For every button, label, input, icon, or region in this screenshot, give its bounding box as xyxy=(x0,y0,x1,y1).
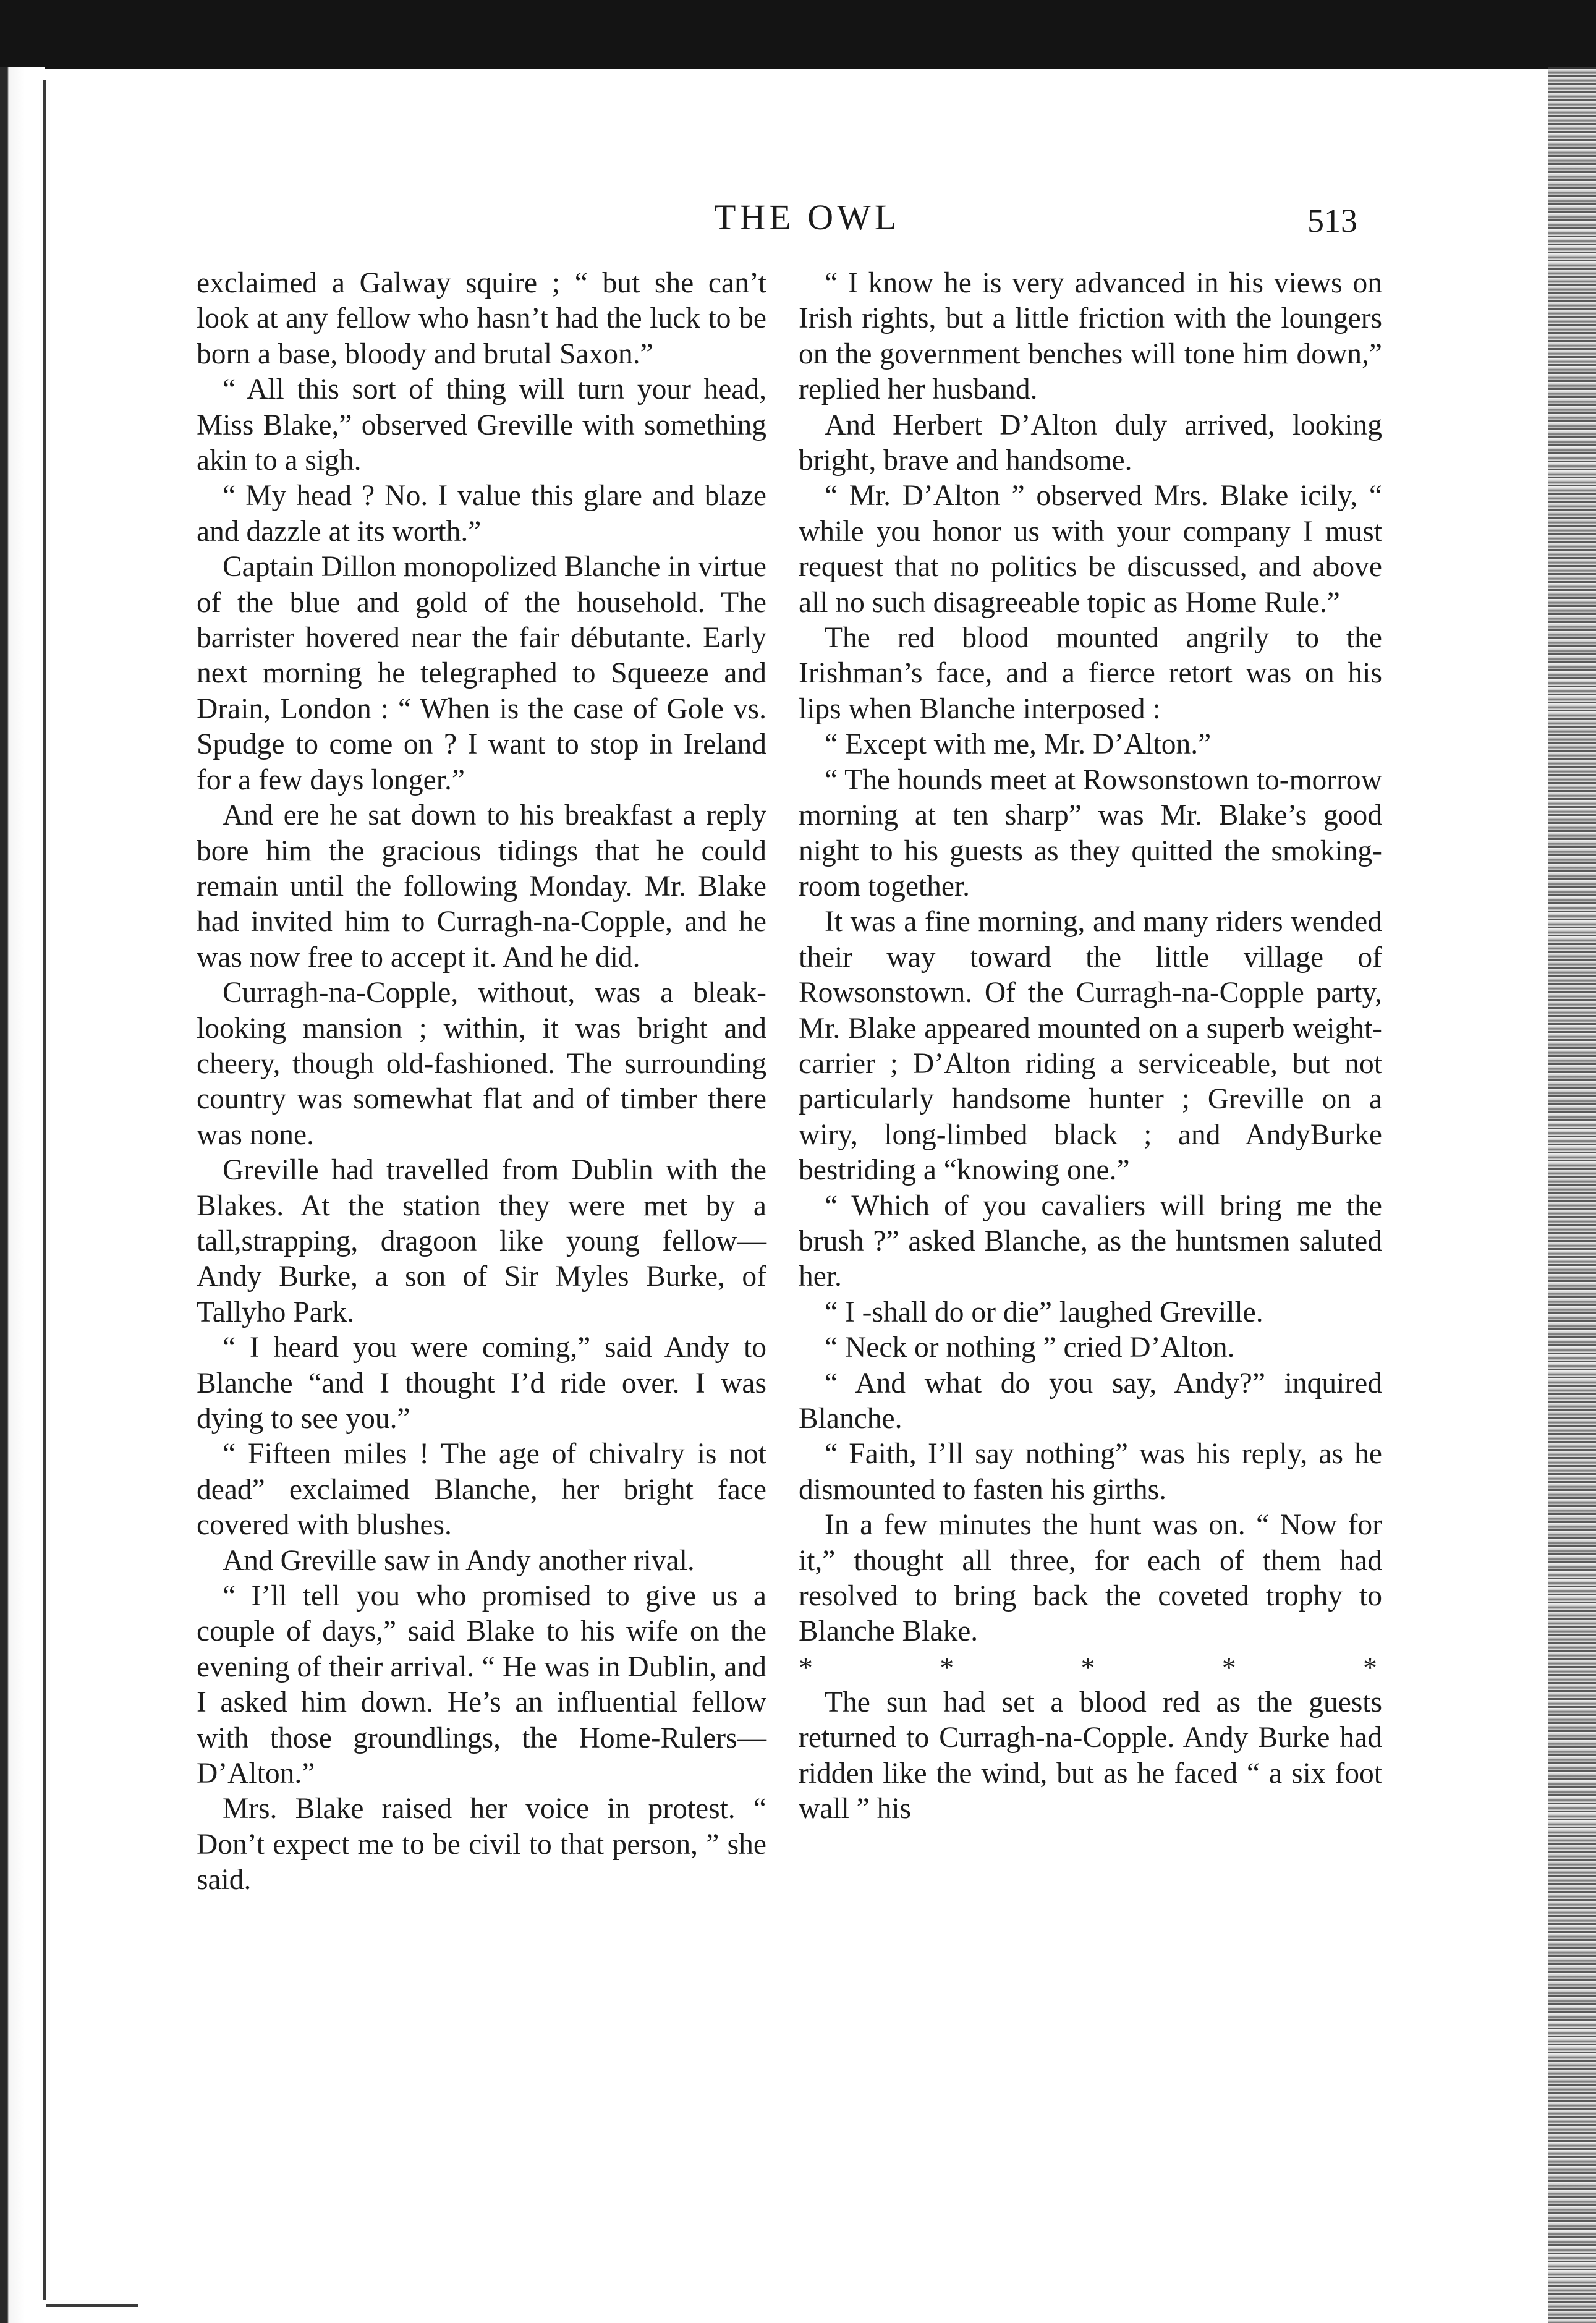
paragraph: It was a fine morning, and many riders wended their way toward the little village of Rowsonstown. Of the Curragh-na-Copple party, Mr. Blake appeared mounted on a superb weight-carrier ; D’Alton riding a serviceable, but not particularly handsome hunter ; Greville on a wiry, long-limbed black ; and AndyBurke bestriding a “knowing one.” xyxy=(799,906,1382,1187)
paragraph: “ The hounds meet at Rowsonstown to-morrow morning at ten sharp” was Mr. Blake’s good night to his guests as they quitted the smoking-room together. xyxy=(799,763,1382,902)
right-column xyxy=(799,266,1382,1827)
paragraph: “ Faith, I’ll say nothing” was his reply, as he dismounted to fasten his girths. xyxy=(799,1438,1382,1506)
running-title: THE OWL xyxy=(714,197,901,237)
paragraph: Greville had travelled from Dublin with the Blakes. At the station they were met by a tall,strapping, dragoon like young fellow—Andy Burke, a son of Sir Myles Burke, of Tallyho Park. xyxy=(197,1154,766,1328)
paragraph: “ Except with me, Mr. D’Alton.” xyxy=(825,728,1212,761)
paragraph: And Herbert D’Alton duly arrived, looking bright, brave and handsome. xyxy=(799,409,1382,477)
paragraph: Curragh-na-Copple, without, was a bleak-looking mansion ; within, it was bright and cheery, though old-fashioned. The surrounding country was somewhat flat and of timber there was none. xyxy=(197,977,766,1151)
paragraph: “ Mr. D’Alton ” observed Mrs. Blake icily, “ while you honor us with your company I must request that no politics be discussed, and above all no such disagreeable topic as Home Rule.” xyxy=(799,480,1382,619)
paragraph: And ere he sat down to his breakfast a reply bore him the gracious tidings that he could remain until the following Monday. Mr. Blake had invited him to Curragh-na-Copple, and he was now free to accept it. And he did. xyxy=(197,799,766,974)
paragraph: “ I’ll tell you who promised to give us a couple of days,” said Blake to his wife on the evening of their arrival. “ He was in Dublin, and I asked him down. He’s an influential fellow with those groundlings, the Home-Rulers—D’Alton.” xyxy=(197,1580,766,1790)
left-column xyxy=(197,266,766,1898)
paragraph: “ My head ? No. I value this glare and blaze and dazzle at its worth.” xyxy=(197,480,766,548)
section-break xyxy=(799,1650,1382,1685)
section-break-star: * xyxy=(1221,1651,1236,1683)
paragraph: exclaimed a Galway squire ; “ but she can’t look at any fellow who hasn’t had the luck to be born a base, bloody and brutal Saxon.” xyxy=(197,267,766,370)
paragraph: Mrs. Blake raised her voice in protest. “ Don’t expect me to be civil to that person, ” she said. xyxy=(197,1793,766,1896)
paragraph: In a few minutes the hunt was on. “ Now for it,” thought all three, for each of them had resolved to bring back the coveted trophy to Blanche Blake. xyxy=(799,1509,1382,1648)
scan-top-border xyxy=(0,0,1596,69)
paragraph: The sun had set a blood red as the guests returned to Curragh-na-Copple. Andy Burke had ridden like the wind, but as he faced “ a six foot wall ” his xyxy=(799,1686,1382,1825)
paragraph: “ Fifteen miles ! The age of chivalry is not dead” exclaimed Blanche, her bright face covered with blushes. xyxy=(197,1438,766,1542)
paragraph: “ I know he is very advanced in his views on Irish rights, but a little friction with the loungers on the government benches will tone him down,” replied her husband. xyxy=(799,267,1382,406)
paragraph: “ I -shall do or die” laughed Greville. xyxy=(825,1296,1263,1328)
scan-left-rule xyxy=(43,80,46,2300)
paragraph: The red blood mounted angrily to the Irishman’s face, and a fierce retort was on his lips when Blanche interposed : xyxy=(799,622,1382,725)
scan-left-margin xyxy=(0,67,45,2323)
section-break-star: * xyxy=(1080,1651,1095,1683)
section-break-star: * xyxy=(1363,1651,1377,1683)
paragraph: “ I heard you were coming,” said Andy to Blanche “and I thought I’d ride over. I was dying to see you.” xyxy=(197,1331,766,1435)
scan-bottom-left-rule xyxy=(46,2304,138,2307)
paragraph: “ And what do you say, Andy?” inquired Blanche. xyxy=(799,1367,1382,1435)
scan-right-margin xyxy=(1548,67,1596,2323)
paragraph: “ Which of you cavaliers will bring me the brush ?” asked Blanche, as the huntsmen saluted her. xyxy=(799,1189,1382,1293)
section-break-star: * xyxy=(799,1651,813,1683)
paragraph: Captain Dillon monopolized Blanche in virtue of the blue and gold of the household. The barrister hovered near the fair débutante. Early next morning he telegraphed to Squeeze and Drain, London : “ When is the case of Gole vs. Spudge to come on ? I want to stop in Ireland for a few days longer.” xyxy=(197,551,766,796)
running-head xyxy=(0,197,1596,240)
paragraph: And Greville saw in Andy another rival. xyxy=(223,1544,695,1577)
paragraph: “ All this sort of thing will turn your head, Miss Blake,” observed Greville with something akin to a sigh. xyxy=(197,373,766,477)
page-number: 513 xyxy=(1307,202,1357,239)
section-break-star: * xyxy=(940,1651,954,1683)
paragraph: “ Neck or nothing ” cried D’Alton. xyxy=(825,1331,1235,1364)
